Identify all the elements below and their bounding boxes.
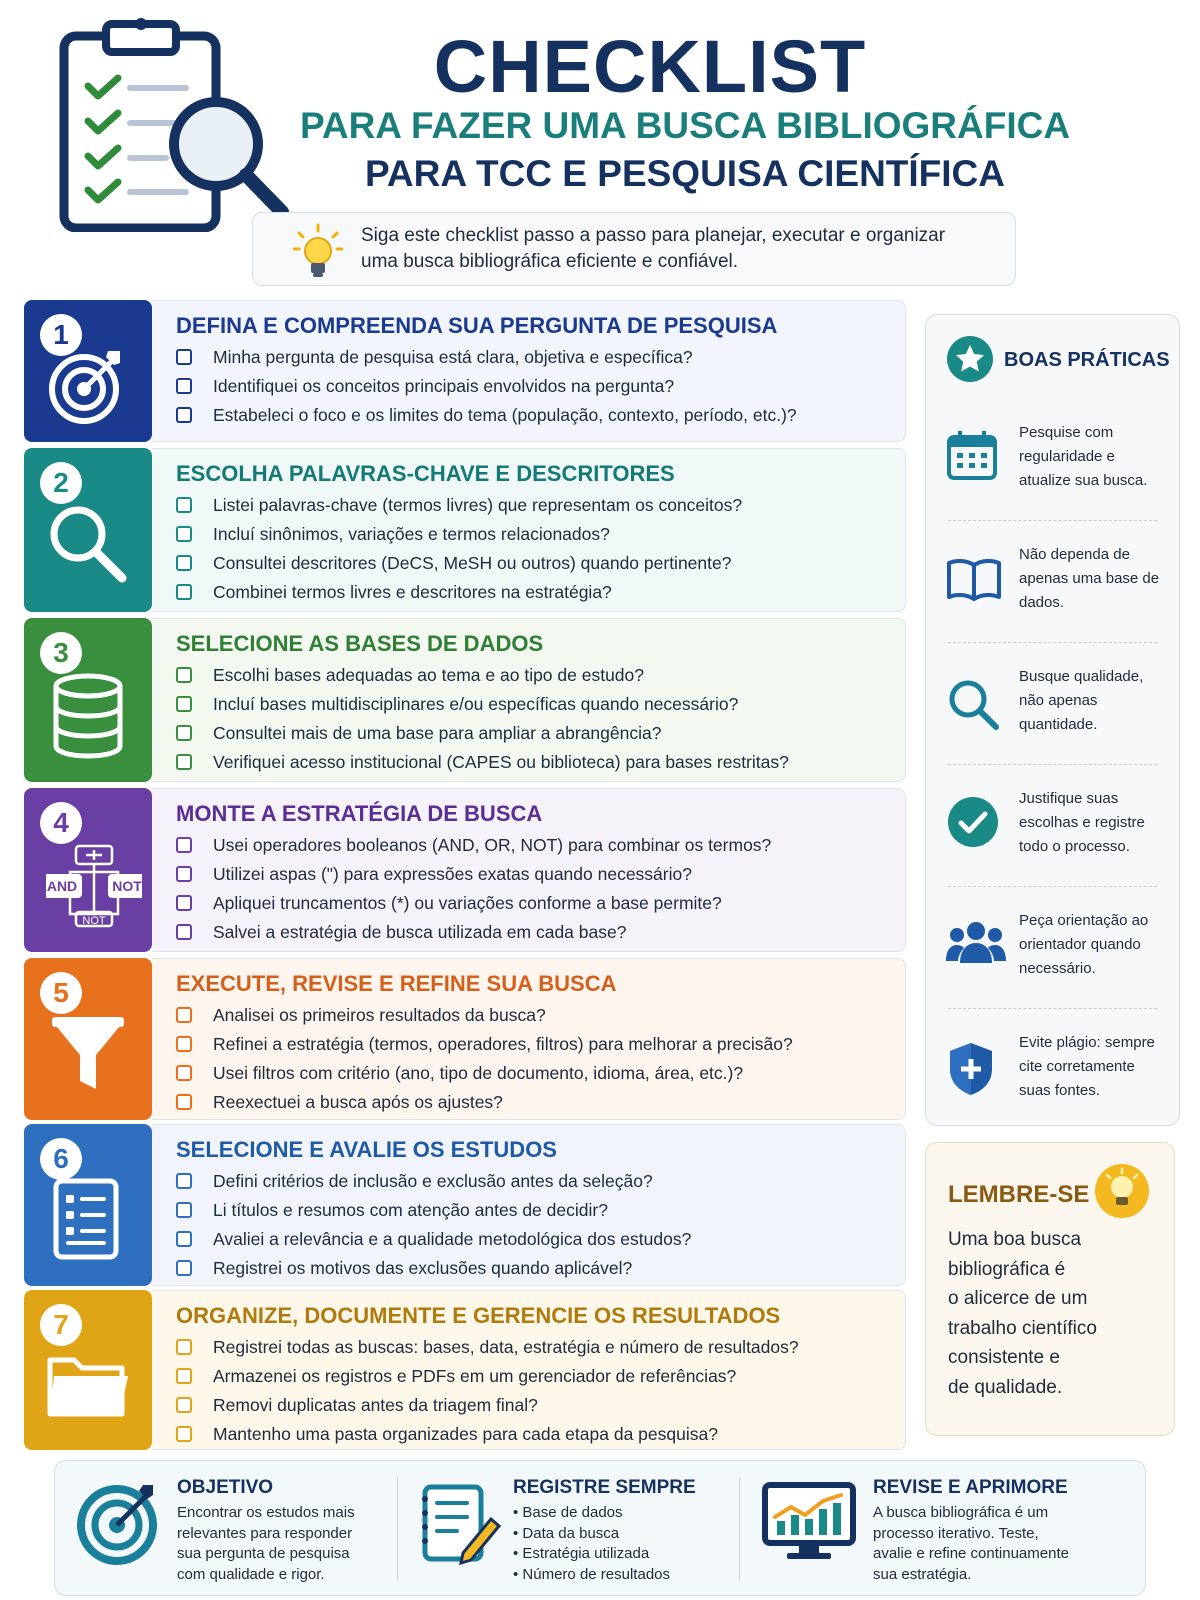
step-4 bbox=[24, 788, 906, 952]
checklist-item-label: Apliquei truncamentos (*) ou variações conforme a base permite? bbox=[213, 893, 722, 913]
objetivo-line: Encontrar os estudos mais bbox=[177, 1504, 355, 1521]
reminder-line: de qualidade. bbox=[948, 1376, 1063, 1398]
tip-text: Evite plágio: sempre cite corretamente suas fontes. bbox=[1019, 1034, 1155, 1099]
boolean-operators-icon bbox=[46, 842, 142, 933]
checklist bbox=[176, 491, 742, 607]
checkbox[interactable] bbox=[176, 407, 192, 423]
svg-text:AND: AND bbox=[46, 878, 78, 894]
checklist-item bbox=[176, 1088, 793, 1117]
checkbox[interactable] bbox=[176, 725, 192, 741]
revise-line: avalie e refine continuamente bbox=[873, 1545, 1069, 1562]
step-title: ESCOLHA PALAVRAS-CHAVE E DESCRITORES bbox=[176, 461, 675, 486]
checklist-item-label: Minha pergunta de pesquisa está clara, objetiva e específica? bbox=[213, 347, 693, 367]
reminder-title: LEMBRE-SE bbox=[948, 1181, 1090, 1208]
checklist-item-label: Usei filtros com critério (ano, tipo de documento, idioma, área, etc.)? bbox=[213, 1063, 744, 1083]
revise-line: sua estratégia. bbox=[873, 1565, 972, 1583]
reminder-line: consistente e bbox=[948, 1347, 1060, 1368]
step-number: 1 bbox=[40, 314, 82, 356]
checkbox[interactable] bbox=[176, 866, 192, 882]
reminder-line: trabalho científico bbox=[948, 1317, 1097, 1339]
checklist-item-label: Defini critérios de inclusão e exclusão antes da seleção? bbox=[213, 1171, 653, 1191]
checklist-item-label: Listei palavras-chave (termos livres) que representam os conceitos? bbox=[213, 495, 743, 515]
step-number-panel bbox=[24, 300, 152, 442]
checkbox[interactable] bbox=[176, 526, 192, 542]
checklist-item-label: Avaliei a relevância e a qualidade metodológica dos estudos? bbox=[213, 1229, 692, 1249]
checklist-item bbox=[176, 1333, 799, 1362]
objetivo-line: com qualidade e rigor. bbox=[177, 1565, 325, 1583]
notepad-pencil-icon bbox=[417, 1481, 503, 1567]
reminder-line: o alicerce de um bbox=[948, 1288, 1088, 1309]
checkbox[interactable] bbox=[176, 1368, 192, 1384]
checkbox[interactable] bbox=[176, 555, 192, 571]
step-7 bbox=[24, 1290, 906, 1450]
intro-box bbox=[252, 212, 1016, 286]
intro-line-1: Siga este checklist passo a passo para planejar, executar e organizar bbox=[361, 225, 946, 246]
step-number-panel bbox=[24, 1290, 152, 1450]
tip-justify bbox=[926, 767, 1179, 887]
checklist-item-label: Identifiquei os conceitos principais envolvidos na pergunta? bbox=[213, 376, 675, 396]
svg-text:NOT: NOT bbox=[112, 878, 142, 894]
checklist-item bbox=[176, 1420, 799, 1449]
objetivo-text bbox=[177, 1503, 387, 1585]
checklist-item bbox=[176, 1391, 799, 1420]
step-title: EXECUTE, REVISE E REFINE SUA BUSCA bbox=[176, 971, 617, 996]
svg-text:NOT: NOT bbox=[82, 915, 106, 927]
tip-text: Busque qualidade, não apenas quantidade. bbox=[1019, 668, 1144, 733]
checkbox[interactable] bbox=[176, 1397, 192, 1413]
checkbox[interactable] bbox=[176, 1231, 192, 1247]
checklist bbox=[176, 1001, 793, 1117]
tip-text: Não dependa de apenas uma base de dados. bbox=[1019, 546, 1160, 611]
checklist-item-label: Armazenei os registros e PDFs em um gerenciador de referências? bbox=[213, 1366, 737, 1386]
folder-icon bbox=[46, 1342, 130, 1431]
step-number: 6 bbox=[40, 1138, 82, 1180]
divider bbox=[948, 886, 1157, 887]
checklist-item-label: Usei operadores booleanos (AND, OR, NOT) para combinar os termos? bbox=[213, 835, 772, 855]
checklist-item bbox=[176, 1001, 793, 1030]
checklist-item bbox=[176, 661, 789, 690]
step-content bbox=[152, 958, 906, 1120]
checklist-item bbox=[176, 491, 742, 520]
checklist-item bbox=[176, 1030, 793, 1059]
checkbox[interactable] bbox=[176, 837, 192, 853]
objetivo-line: relevantes para responder bbox=[177, 1524, 353, 1542]
magnifier-icon bbox=[946, 677, 1000, 731]
checkbox[interactable] bbox=[176, 584, 192, 600]
checklist bbox=[176, 1333, 799, 1449]
checklist-item bbox=[176, 401, 797, 430]
checklist-item bbox=[176, 578, 742, 607]
objetivo-line: sua pergunta de pesquisa bbox=[177, 1545, 350, 1562]
checkbox[interactable] bbox=[176, 754, 192, 770]
step-number-panel bbox=[24, 448, 152, 612]
step-content bbox=[152, 788, 906, 952]
step-content bbox=[152, 448, 906, 612]
tip-text: Peça orientação ao orientador quando necessário. bbox=[1019, 912, 1149, 977]
tip-book bbox=[926, 523, 1179, 643]
divider bbox=[948, 764, 1157, 765]
checklist-item bbox=[176, 719, 789, 748]
star-badge-icon bbox=[946, 335, 994, 383]
checklist-item-label: Incluí sinônimos, variações e termos relacionados? bbox=[213, 524, 610, 544]
step-number: 5 bbox=[40, 972, 82, 1014]
tip-text: Pesquise com regularidade e atualize sua busca. bbox=[1019, 424, 1148, 489]
checklist-item-label: Removi duplicatas antes da triagem final? bbox=[213, 1395, 538, 1415]
page-subtitle-line2: PARA TCC E PESQUISA CIENTÍFICA bbox=[364, 153, 1005, 194]
divider bbox=[948, 1008, 1157, 1009]
checklist-item-label: Escolhi bases adequadas ao tema e ao tipo de estudo? bbox=[213, 665, 645, 685]
best-practices-title: BOAS PRÁTICAS bbox=[1004, 349, 1170, 371]
target-icon bbox=[77, 1479, 163, 1565]
checklist bbox=[176, 831, 771, 947]
step-1 bbox=[24, 300, 906, 442]
step-content bbox=[152, 1124, 906, 1286]
checkbox[interactable] bbox=[176, 1260, 192, 1276]
clipboard-magnifier-icon bbox=[56, 12, 296, 232]
step-number: 4 bbox=[40, 802, 82, 844]
checkbox[interactable] bbox=[176, 1426, 192, 1442]
registre-item: • Data da busca bbox=[513, 1524, 670, 1545]
check-circle-icon bbox=[946, 795, 1000, 849]
document-list-icon bbox=[46, 1177, 130, 1266]
intro-text bbox=[361, 223, 1001, 275]
checklist-item bbox=[176, 748, 789, 777]
checklist-item bbox=[176, 831, 771, 860]
registre-list bbox=[513, 1503, 670, 1585]
database-icon bbox=[46, 672, 130, 765]
checklist-item-label: Consultei mais de uma base para ampliar a abrangência? bbox=[213, 723, 662, 743]
divider bbox=[948, 642, 1157, 643]
checkbox[interactable] bbox=[176, 895, 192, 911]
checkbox[interactable] bbox=[176, 667, 192, 683]
footer-panel bbox=[54, 1460, 1146, 1596]
lightbulb-icon bbox=[293, 223, 343, 279]
objetivo-title: OBJETIVO bbox=[177, 1477, 274, 1498]
step-content bbox=[152, 1290, 906, 1450]
revise-line: A busca bibliográfica é um bbox=[873, 1504, 1049, 1521]
checkbox[interactable] bbox=[176, 349, 192, 365]
checkbox[interactable] bbox=[176, 1339, 192, 1355]
checklist-item-label: Registrei os motivos das exclusões quando aplicável? bbox=[213, 1258, 633, 1278]
step-5 bbox=[24, 958, 906, 1120]
checklist-item-label: Li títulos e resumos com atenção antes de decidir? bbox=[213, 1200, 608, 1220]
step-6 bbox=[24, 1124, 906, 1286]
checklist-item bbox=[176, 1167, 691, 1196]
step-content bbox=[152, 618, 906, 782]
lightbulb-icon bbox=[1094, 1163, 1150, 1219]
tip-quality bbox=[926, 645, 1179, 765]
footer-objetivo bbox=[55, 1461, 395, 1595]
checkbox[interactable] bbox=[176, 1202, 192, 1218]
checklist-item bbox=[176, 889, 771, 918]
page-title: CHECKLIST bbox=[433, 25, 867, 108]
revise-title: REVISE E APRIMORE bbox=[873, 1477, 1068, 1498]
checklist-item-label: Estabeleci o foco e os limites do tema (população, contexto, período, etc.)? bbox=[213, 405, 797, 425]
checklist-item-label: Reexectuei a busca após os ajustes? bbox=[213, 1092, 503, 1112]
step-number-panel bbox=[24, 788, 152, 952]
tip-plagiarism bbox=[926, 1011, 1179, 1131]
reminder-line: bibliográfica é bbox=[948, 1258, 1066, 1280]
reminder-line: Uma boa busca bbox=[948, 1229, 1082, 1250]
checkbox[interactable] bbox=[176, 1007, 192, 1023]
book-icon bbox=[946, 557, 1002, 601]
tip-calendar bbox=[926, 401, 1179, 521]
checklist-item bbox=[176, 343, 797, 372]
revise-text bbox=[873, 1503, 1113, 1585]
checkbox[interactable] bbox=[176, 696, 192, 712]
checkbox[interactable] bbox=[176, 1173, 192, 1189]
checklist-item-label: Verifiquei acesso institucional (CAPES ou biblioteca) para bases restritas? bbox=[213, 752, 789, 772]
people-icon bbox=[946, 919, 1006, 967]
best-practices-panel bbox=[925, 314, 1180, 1126]
step-number: 2 bbox=[40, 462, 82, 504]
checklist-item-label: Mantenho uma pasta organizades para cada etapa da pesquisa? bbox=[213, 1424, 718, 1444]
reminder-panel bbox=[925, 1142, 1175, 1436]
checkbox[interactable] bbox=[176, 924, 192, 940]
divider bbox=[739, 1477, 740, 1581]
target-icon bbox=[46, 343, 130, 432]
checklist-item bbox=[176, 1225, 691, 1254]
step-3 bbox=[24, 618, 906, 782]
shield-plus-icon bbox=[946, 1041, 996, 1097]
checklist-item bbox=[176, 549, 742, 578]
registre-item: • Base de dados bbox=[513, 1503, 670, 1524]
divider bbox=[397, 1477, 398, 1581]
checklist-item bbox=[176, 1254, 691, 1283]
checkbox[interactable] bbox=[176, 378, 192, 394]
checklist-item-label: Analisei os primeiros resultados da busca? bbox=[213, 1005, 546, 1025]
checklist-item bbox=[176, 918, 771, 947]
step-number-panel bbox=[24, 1124, 152, 1286]
checklist bbox=[176, 1167, 691, 1283]
checklist-item bbox=[176, 1362, 799, 1391]
checklist-item bbox=[176, 372, 797, 401]
checklist-item-label: Refinei a estratégia (termos, operadores, filtros) para melhorar a precisão? bbox=[213, 1034, 793, 1054]
checklist-item bbox=[176, 1059, 793, 1088]
search-icon bbox=[46, 502, 130, 591]
page-subtitle-line1: PARA FAZER UMA BUSCA BIBLIOGRÁFICA bbox=[299, 105, 1071, 146]
step-number-panel bbox=[24, 958, 152, 1120]
step-number-panel bbox=[24, 618, 152, 782]
step-content bbox=[152, 300, 906, 442]
registre-title: REGISTRE SEMPRE bbox=[513, 1477, 696, 1498]
checklist bbox=[176, 661, 789, 777]
checklist-item bbox=[176, 520, 742, 549]
checkbox[interactable] bbox=[176, 1065, 192, 1081]
step-title: SELECIONE AS BASES DE DADOS bbox=[176, 631, 544, 656]
step-number: 7 bbox=[40, 1304, 82, 1346]
checklist-item bbox=[176, 690, 789, 719]
footer-registre bbox=[399, 1461, 739, 1595]
checklist-item bbox=[176, 860, 771, 889]
calendar-icon bbox=[946, 429, 998, 481]
checkbox[interactable] bbox=[176, 497, 192, 513]
checklist-item-label: Salvei a estratégia de busca utilizada em cada base? bbox=[213, 922, 627, 942]
step-title: ORGANIZE, DOCUMENTE E GERENCIE OS RESULTADOS bbox=[176, 1303, 781, 1328]
checklist bbox=[176, 343, 797, 430]
tip-advisor bbox=[926, 889, 1179, 1009]
checklist-item-label: Incluí bases multidisciplinares e/ou específicas quando necessário? bbox=[213, 694, 739, 714]
checklist-item-label: Combinei termos livres e descritores na estratégia? bbox=[213, 582, 612, 602]
checkbox[interactable] bbox=[176, 1036, 192, 1052]
revise-line: processo iterativo. Teste, bbox=[873, 1524, 1039, 1542]
checklist-item-label: Consultei descritores (DeCS, MeSH ou outros) quando pertinente? bbox=[213, 553, 732, 573]
checklist-item-label: Registrei todas as buscas: bases, data, estratégia e número de resultados? bbox=[213, 1337, 799, 1357]
divider bbox=[948, 520, 1157, 521]
checklist-item-label: Utilizei aspas (") para expressões exatas quando necessário? bbox=[213, 864, 692, 884]
monitor-chart-icon bbox=[761, 1481, 857, 1565]
checklist-item bbox=[176, 1196, 691, 1225]
registre-item: • Número de resultados bbox=[513, 1565, 670, 1586]
checkbox[interactable] bbox=[176, 1094, 192, 1110]
intro-line-2: uma busca bibliográfica eficiente e confiável. bbox=[361, 251, 739, 272]
reminder-text bbox=[948, 1225, 1148, 1402]
step-title: MONTE A ESTRATÉGIA DE BUSCA bbox=[176, 801, 543, 826]
step-title: DEFINA E COMPREENDA SUA PERGUNTA DE PESQUISA bbox=[176, 313, 778, 338]
registre-item: • Estratégia utilizada bbox=[513, 1544, 670, 1565]
step-number: 3 bbox=[40, 632, 82, 674]
step-title: SELECIONE E AVALIE OS ESTUDOS bbox=[176, 1137, 557, 1162]
footer-revise bbox=[741, 1461, 1145, 1595]
step-2 bbox=[24, 448, 906, 612]
tip-text: Justifique suas escolhas e registre todo o processo. bbox=[1019, 790, 1145, 855]
funnel-icon bbox=[46, 1011, 130, 1100]
